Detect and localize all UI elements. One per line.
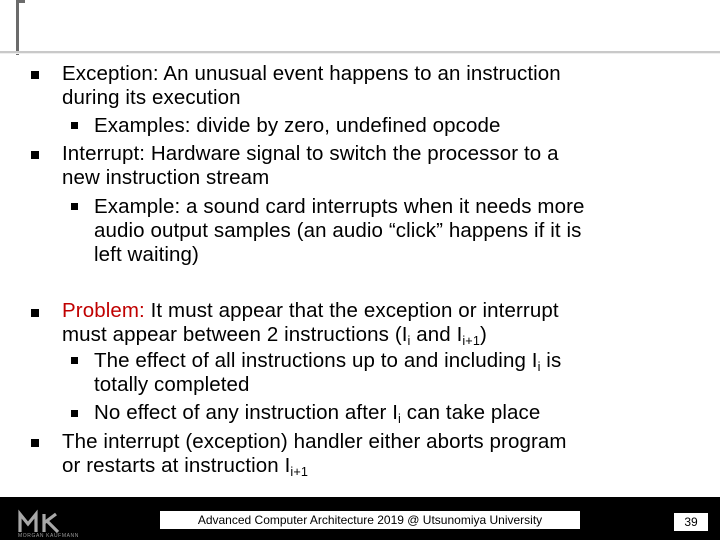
frame-vertical-line: [16, 0, 19, 55]
text-run: No effect of any instruction after I: [94, 401, 399, 424]
bullet-square-icon: [31, 151, 39, 159]
page-number: 39: [674, 513, 708, 531]
text-run: must appear between 2 instructions (I: [62, 323, 408, 346]
bullet-line: [62, 299, 682, 323]
sub-bullet-square-icon: [71, 410, 78, 417]
text-run: and I: [410, 323, 463, 346]
bullet-handler: [62, 430, 682, 478]
sub-bullet-square-icon: [71, 203, 78, 210]
sub-bullet-square-icon: [71, 122, 78, 129]
subscript: i: [407, 333, 411, 349]
sub-bullet-line: left waiting): [94, 243, 199, 266]
bullet-line: during its execution: [62, 86, 241, 109]
bullet-problem: [62, 299, 682, 347]
bullet-line: The interrupt (exception) handler either aborts program: [62, 430, 567, 453]
sub-bullet-examples: [94, 114, 684, 138]
frame-horizontal-shadow: [0, 53, 720, 54]
problem-text: It must appear that the exception or interrupt: [144, 299, 559, 322]
bullet-line: new instruction stream: [62, 166, 270, 189]
text-run: ): [479, 323, 487, 346]
bullet-line: [62, 454, 682, 478]
sub-bullet-line: Examples: divide by zero, undefined opcode: [94, 114, 501, 137]
bullet-line: Exception: An unusual event happens to an instruction: [62, 62, 561, 85]
text-run: or restarts at instruction I: [62, 454, 291, 477]
bullet-square-icon: [31, 71, 39, 79]
sub-bullet-line: audio output samples (an audio “click” happens if it is: [94, 219, 582, 242]
sub-bullet-line: Example: a sound card interrupts when it needs more: [94, 195, 585, 218]
subscript: i+1: [290, 464, 308, 480]
publisher-logo-subtext: MORGAN KAUFMANN: [18, 533, 79, 539]
bullet-exception: [62, 62, 682, 110]
sub-bullet-no-effect: [94, 401, 684, 425]
sub-bullet-line: [94, 349, 684, 373]
subscript: i: [537, 359, 541, 375]
sub-bullet-line: totally completed: [94, 373, 250, 396]
frame-corner-tick: [16, 0, 25, 3]
text-run: The effect of all instructions up to and including I: [94, 349, 538, 372]
sub-bullet-line: [94, 401, 684, 425]
bullet-interrupt: [62, 142, 682, 190]
subscript: i+1: [462, 333, 480, 349]
sub-bullet-square-icon: [71, 357, 78, 364]
sub-bullet-effect: [94, 349, 684, 397]
footer-course-title: Advanced Computer Architecture 2019 @ Utsunomiya University: [160, 511, 580, 529]
bullet-square-icon: [31, 439, 39, 447]
subscript: i: [398, 411, 401, 427]
sub-bullet-sound-card: [94, 195, 684, 267]
bullet-line: Interrupt: Hardware signal to switch the processor to a: [62, 142, 559, 165]
text-run: is: [540, 349, 562, 372]
bullet-square-icon: [31, 309, 39, 317]
bullet-line: [62, 323, 682, 347]
problem-label: Problem:: [62, 299, 145, 322]
text-run: can take place: [400, 401, 541, 424]
